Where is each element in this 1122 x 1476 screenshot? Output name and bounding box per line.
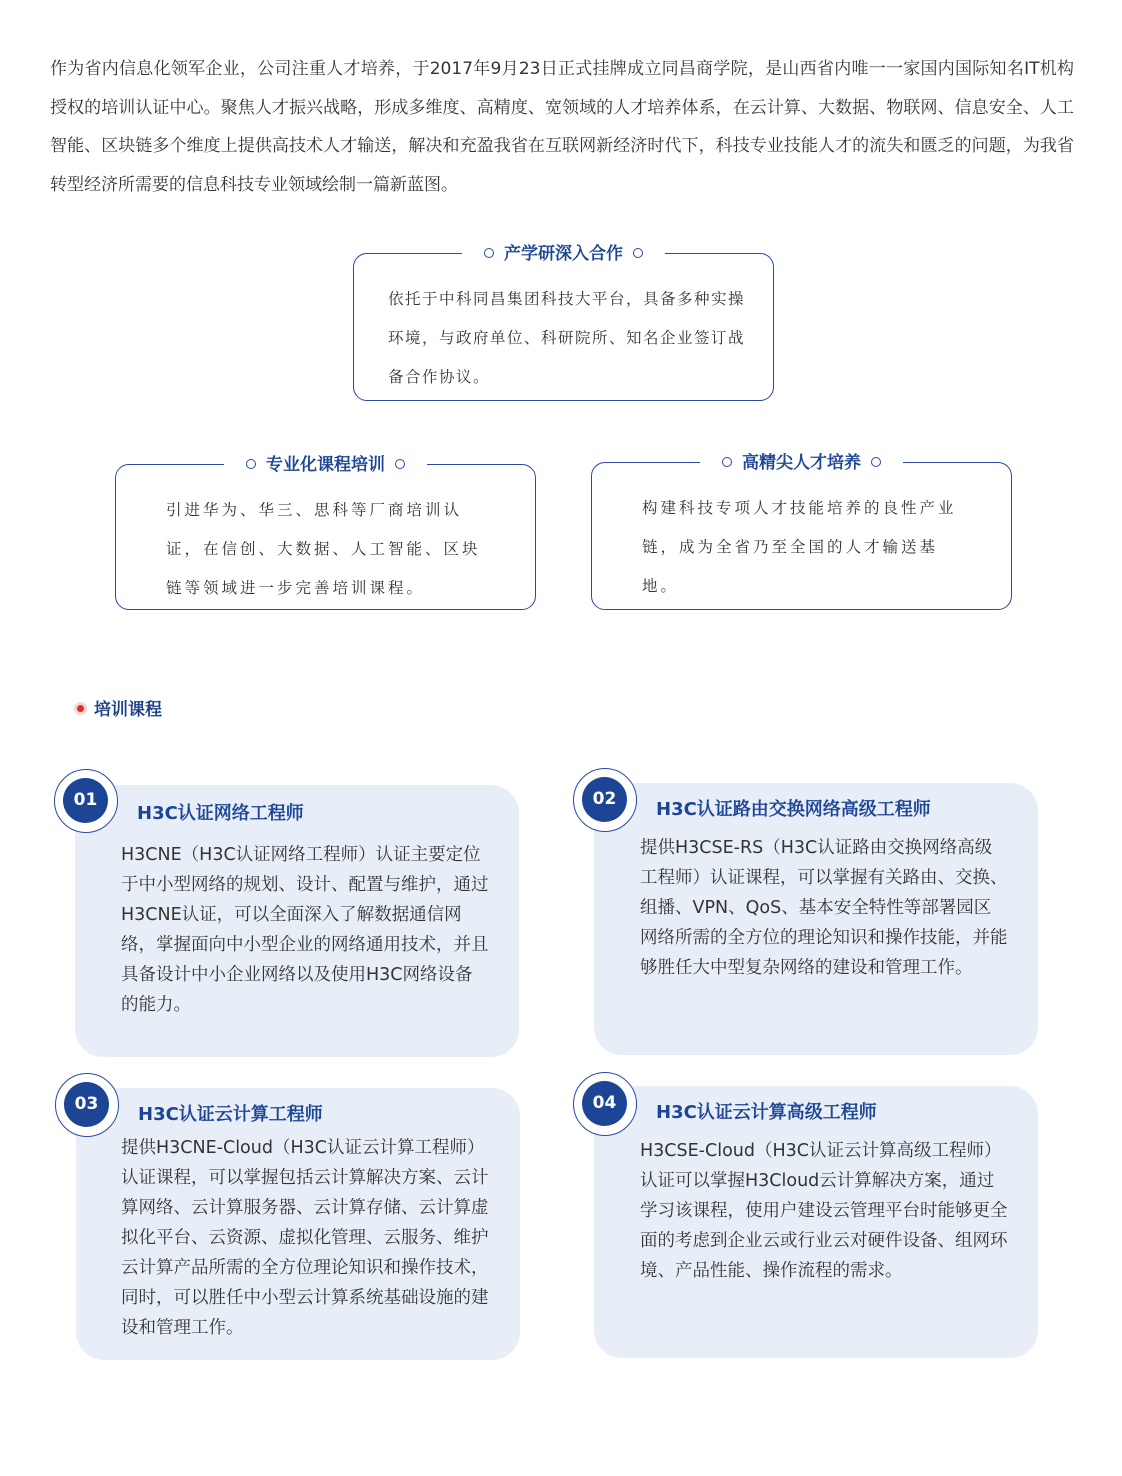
feature-title: 高精尖人才培养 (742, 453, 861, 473)
course-card-2 (594, 783, 1038, 1055)
course-number: 02 (582, 777, 627, 822)
course-body: H3CNE（H3C认证网络工程师）认证主要定位于中小型网络的规划、设计、配置与维护，通过H3CNE认证，可以全面深入了解数据通信网络，掌握面向中小型企业的网络通用技术，并且具备设计中小企业网络以及使用H3C网络设备的能力。 (121, 845, 489, 1015)
feature-body: 引进华为、华三、思科等厂商培训认证，在信创、大数据、人工智能、区块链等领域进一步完善培训课程。 (166, 501, 481, 597)
circle-dot-icon (633, 248, 643, 258)
course-number: 01 (63, 778, 108, 823)
feature-box-training (115, 455, 536, 610)
feature-title: 专业化课程培训 (266, 455, 385, 475)
section-heading-text: 培训课程 (94, 700, 162, 720)
circle-dot-icon (246, 459, 256, 469)
course-number-badge (573, 1072, 637, 1136)
course-number: 03 (64, 1082, 109, 1127)
course-body: 提供H3CSE-RS（H3C认证路由交换网络高级工程师）认证课程，可以掌握有关路由、交换、组播、VPN、QoS、基本安全特性等部署园区网络所需的全方位的理论知识和操作技能，并能够胜任大中型复杂网络的建设和管理工作。 (640, 838, 1008, 978)
circle-dot-icon (722, 457, 732, 467)
feature-body: 依托于中科同昌集团科技大平台，具备多种实操环境，与政府单位、科研院所、知名企业签订战备合作协议。 (388, 290, 746, 386)
course-title: H3C认证云计算高级工程师 (656, 1102, 877, 1123)
course-number-badge (54, 769, 118, 833)
circle-dot-icon (484, 248, 494, 258)
feature-title-wrap (116, 451, 535, 479)
course-number-badge (573, 768, 637, 832)
course-body: 提供H3CNE-Cloud（H3C认证云计算工程师）认证课程，可以掌握包括云计算解决方案、云计算网络、云计算服务器、云计算存储、云计算虚拟化平台、云资源、虚拟化管理、云服务、维护云计算产品所需的全方位理论知识和操作技术，同时，可以胜任中小型云计算系统基础设施的建设和管理工作。 (121, 1138, 489, 1338)
course-number: 04 (582, 1081, 627, 1126)
course-body: H3CSE-Cloud（H3C认证云计算高级工程师）认证可以掌握H3Cloud云计算解决方案，通过学习该课程，使用户建设云管理平台时能够更全面的考虑到企业云或行业云对硬件设备、组网环境、产品性能、操作流程的需求。 (640, 1141, 1008, 1281)
course-card-1 (75, 785, 519, 1057)
feature-title: 产学研深入合作 (504, 244, 623, 264)
circle-dot-icon (871, 457, 881, 467)
feature-body: 构建科技专项人才技能培养的良性产业链，成为全省乃至全国的人才输送基地。 (642, 499, 957, 595)
course-title: H3C认证网络工程师 (137, 803, 304, 824)
circle-dot-icon (395, 459, 405, 469)
section-heading-courses (77, 698, 162, 722)
feature-title-wrap (354, 240, 773, 268)
course-title: H3C认证云计算工程师 (138, 1104, 323, 1125)
feature-title-wrap (592, 449, 1011, 477)
course-number-badge (55, 1073, 119, 1137)
course-card-3 (76, 1088, 520, 1360)
feature-box-talent (591, 453, 1012, 610)
course-title: H3C认证路由交换网络高级工程师 (656, 799, 931, 820)
course-card-4 (594, 1086, 1038, 1358)
feature-box-research (353, 244, 774, 401)
red-dot-icon (77, 705, 84, 712)
intro-paragraph: 作为省内信息化领军企业，公司注重人才培养，于2017年9月23日正式挂牌成立同昌商学院，是山西省内唯一一家国内国际知名IT机构授权的培训认证中心。聚焦人才振兴战略，形成多维度、高精度、宽领域的人才培养体系，在云计算、大数据、物联网、信息安全、人工智能、区块链多个维度上提供高技术人才输送，解决和充盈我省在互联网新经济时代下，科技专业技能人才的流失和匮乏的问题，为我省转型经济所需要的信息科技专业领域绘制一篇新蓝图。 (50, 59, 1074, 195)
